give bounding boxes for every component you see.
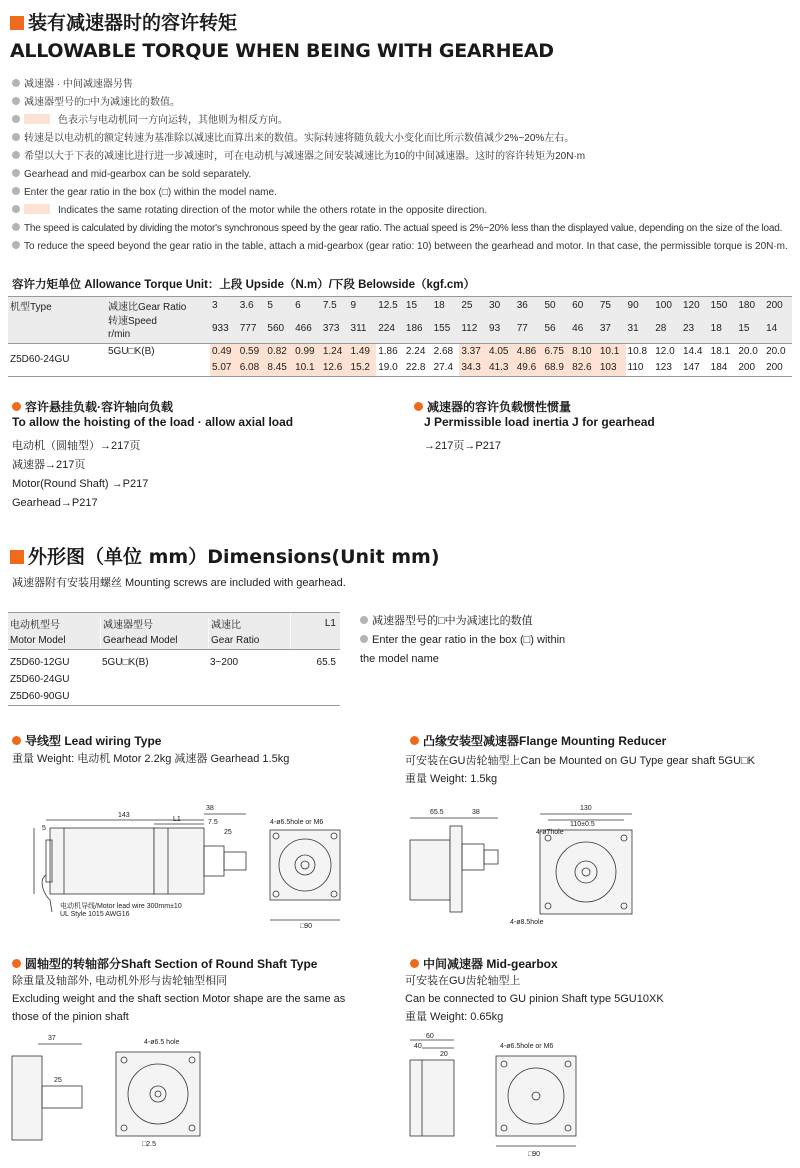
inertia-section-title: 减速器的容许负载惯性惯量 [414, 398, 571, 415]
mid-gearbox-line: 可安装在GU齿轮轴型上 [405, 975, 521, 987]
same-direction-swatch [24, 114, 50, 124]
torque-upper-row [8, 344, 792, 360]
speed-cell: 15 [738, 322, 750, 334]
orange-dot-icon [12, 736, 21, 745]
ratio-cell: 200 [766, 299, 783, 311]
torque-kgf-cell: 184 [710, 362, 728, 373]
dim-label: 38 [472, 809, 480, 816]
dim-label: 25 [224, 829, 232, 836]
speed-cell: 14 [766, 322, 778, 334]
torque-nm-cell: 6.75 [542, 344, 570, 360]
dim-label: 25 [54, 1077, 62, 1084]
bullet-icon [12, 151, 20, 159]
torque-nm-cell: 3.37 [459, 344, 487, 360]
torque-table-caption: 容许力矩单位 Allowance Torque Unit：上段 Upside（N.m）/下段 Belowside（kgf.cm） [12, 279, 476, 291]
torque-kgf-cell: 22.8 [405, 362, 426, 373]
l1-value: 65.5 [316, 657, 336, 668]
motor-model: Z5D60-90GU [10, 691, 70, 702]
ratio-cell: 7.5 [322, 299, 337, 311]
torque-nm-cell: 1.86 [378, 346, 398, 358]
flange-drawing [400, 800, 790, 930]
note-item: Enter the gear ratio in the box (□) within the model name. [12, 184, 792, 202]
lead-wiring-title: 导线型 Lead wiring Type [12, 732, 161, 749]
dim-label: 7.5 [208, 819, 218, 826]
ratio-cell: 120 [682, 299, 700, 311]
torque-nm-cell: 8.10 [570, 344, 598, 360]
speed-row [8, 313, 792, 344]
bullet-icon [12, 79, 20, 87]
orange-square-icon [10, 550, 24, 564]
torque-nm-cell: 0.99 [293, 344, 321, 360]
lead-wiring-weight: 重量 Weight: 电动机 Motor 2.2kg 减速器 Gearhead 1.5kg [12, 753, 290, 765]
dimension-table-header [8, 612, 340, 650]
lead-wiring-drawing [8, 800, 388, 930]
ratio-header: 减速比Gear Ratio [108, 301, 187, 313]
col-ratio-en: Gear Ratio [211, 635, 260, 646]
speed-cell: 23 [682, 322, 695, 334]
ratio-row [8, 297, 792, 313]
speed-cell: 56 [544, 322, 556, 334]
torque-nm-cell: 0.49 [210, 344, 238, 360]
torque-kgf-cell: 15.2 [349, 360, 377, 376]
torque-kgf-cell: 5.07 [210, 360, 238, 376]
col-gearhead-cn: 减速器型号 [103, 620, 153, 631]
round-shaft-text [12, 972, 345, 1026]
dim-label: □2.5 [142, 1141, 156, 1148]
mid-gearbox-text [405, 972, 664, 1026]
speed-cell: 18 [710, 322, 722, 334]
torque-kgf-cell: 10.1 [293, 360, 321, 376]
ref-line: 减速器→217页 [12, 459, 86, 471]
torque-kgf-cell: 123 [655, 362, 672, 373]
bullet-icon [12, 169, 20, 177]
dim-label: UL Style 1015 AWG16 [60, 911, 130, 918]
ratio-cell: 180 [738, 299, 756, 311]
mid-gearbox-title: 中间减速器 Mid-gearbox [410, 955, 558, 972]
note-item: The speed is calculated by dividing the motor's synchronous speed by the gear ratio. The actual speed is 2%~20% less than the displayed value, depending on the size of the load. [12, 220, 792, 238]
ratio-cell: 5 [267, 299, 273, 311]
note-item: 色表示与电动机同一方向运转，其他则为相反方向。 [12, 112, 792, 130]
bullet-icon [12, 115, 20, 123]
ratio-cell: 60 [572, 299, 584, 311]
title-cn: 装有减速器时的容许转矩 [10, 8, 237, 35]
torque-nm-cell: 12.0 [655, 346, 675, 358]
ratio-cell: 3 [212, 299, 218, 311]
torque-kgf-cell: 147 [682, 362, 700, 373]
speed-cell: 31 [627, 322, 639, 334]
speed-cell: 777 [239, 322, 257, 334]
torque-nm-cell: 1.24 [321, 344, 349, 360]
ratio-cell: 15 [405, 299, 418, 311]
speed-cell: 77 [516, 322, 528, 334]
flange-weight: 重量 Weight: 1.5kg [405, 773, 498, 785]
dim-label: 4-ø6.5 hole [144, 1039, 180, 1046]
dim-label: □90 [528, 1151, 541, 1158]
torque-nm-cell: 0.59 [238, 344, 266, 360]
note-item: 转速是以电动机的额定转速为基准除以减速比而算出来的数值。实际转速将随负载大小变化而比所示数值减少2%~20%左右。 [12, 130, 792, 148]
orange-dot-icon [12, 402, 21, 411]
torque-nm-cell: 1.49 [349, 344, 377, 360]
torque-kgf-cell: 49.6 [515, 360, 543, 376]
speed-cell: 112 [461, 322, 478, 334]
ratio-cell: 75 [599, 299, 611, 311]
dim-label: 130 [580, 805, 592, 812]
dim-label: 65.5 [430, 809, 444, 816]
ref-line: Gearhead→P217 [12, 497, 98, 509]
torque-kgf-cell: 27.4 [433, 362, 454, 373]
ratio-cell: 6 [295, 299, 301, 311]
bullet-icon [12, 223, 20, 231]
round-shaft-line: those of the pinion shaft [12, 1011, 129, 1023]
ratio-cell: 25 [461, 299, 473, 311]
dimension-table-body [8, 650, 340, 706]
mid-gearbox-drawing [400, 1030, 790, 1160]
dim-label: 60 [426, 1033, 434, 1040]
orange-dot-icon [410, 959, 419, 968]
ratio-cell: 3.6 [239, 299, 254, 311]
ref-line: Motor(Round Shaft) →P217 [12, 478, 149, 490]
title-en: ALLOWABLE TORQUE WHEN BEING WITH GEARHEAD [10, 40, 554, 62]
torque-nm-cell: 18.1 [710, 346, 731, 358]
load-section-title: 容许悬挂负载·容许轴向负载 [12, 398, 173, 415]
orange-square-icon [10, 16, 24, 30]
col-ratio-cn: 减速比 [211, 620, 241, 631]
dim-label: 5 [42, 825, 46, 832]
ratio-cell: 12.5 [378, 299, 398, 311]
dim-label: 110±0.5 [570, 821, 595, 828]
ratio-cell: 100 [655, 299, 672, 311]
dim-label: 4-ø6.5hole or M6 [500, 1043, 554, 1050]
torque-nm-cell: 2.68 [433, 346, 454, 358]
motor-model: Z5D60-12GU [10, 657, 70, 668]
empty-cell [8, 313, 106, 344]
round-shaft-line: 除重量及轴部外, 电动机外形与齿轮轴型相同 [12, 975, 228, 987]
gear-ratio: 3~200 [210, 657, 239, 668]
torque-kgf-cell: 8.45 [265, 360, 293, 376]
torque-nm-cell: 20.0 [738, 346, 758, 358]
torque-nm-cell: 4.05 [487, 344, 515, 360]
ratio-cell: 30 [489, 299, 501, 311]
load-section-subtitle: To allow the hoisting of the load · allow axial load [12, 415, 294, 429]
torque-kgf-cell: 19.0 [378, 362, 398, 373]
torque-nm-cell: 4.86 [515, 344, 543, 360]
dim-label: 4-ø8.5hole [510, 919, 544, 926]
torque-nm-cell: 0.82 [265, 344, 293, 360]
flange-title: 凸缘安装型减速器Flange Mounting Reducer [410, 732, 666, 749]
speed-cell: 93 [489, 322, 501, 334]
torque-kgf-cell: 110 [627, 362, 644, 373]
torque-kgf-cell: 34.3 [459, 360, 487, 376]
orange-dot-icon [414, 402, 423, 411]
bullet-icon [360, 635, 368, 643]
speed-cell: 466 [295, 322, 312, 334]
torque-kgf-cell: 200 [766, 362, 783, 373]
speed-cell: 373 [322, 322, 340, 334]
gearhead-model: 5GU□K(B) [102, 657, 149, 668]
ratio-cell: 36 [516, 299, 528, 311]
dimension-table-wrap [8, 612, 340, 706]
note-item: Gearhead and mid-gearbox can be sold separately. [12, 166, 792, 184]
torque-nm-cell: 20.0 [766, 346, 786, 358]
dimensions-title: 外形图（单位 mm）Dimensions(Unit mm) [10, 542, 440, 569]
dim-label: □90 [300, 923, 313, 930]
torque-nm-cell: 2.24 [405, 346, 426, 358]
round-shaft-title: 圆轴型的转轴部分Shaft Section of Round Shaft Type [12, 955, 317, 972]
flange-line1: 可安装在GU齿轮轴型上Can be Mounted on GU Type gear shaft 5GU□K [405, 755, 756, 767]
col-motor-cn: 电动机型号 [10, 620, 60, 631]
speed-cell: 155 [433, 322, 451, 334]
note-item: 减速器 · 中间减速器另售 [12, 76, 792, 94]
ratio-cell: 150 [710, 299, 728, 311]
ratio-cell: 18 [433, 299, 445, 311]
speed-cell: 560 [267, 322, 285, 334]
dim-label: L1 [173, 816, 181, 823]
empty-cell [106, 360, 210, 376]
speed-cell: 28 [655, 322, 667, 334]
ratio-cell: 50 [544, 299, 556, 311]
note-item: 减速器型号的□中为减速比的数值。 [12, 94, 792, 112]
torque-kgf-cell: 41.3 [487, 360, 515, 376]
round-shaft-drawing [8, 1030, 388, 1160]
col-gearhead-en: Gearhead Model [103, 635, 178, 646]
orange-dot-icon [12, 959, 21, 968]
speed-cell: 933 [212, 322, 229, 334]
torque-kgf-cell: 200 [738, 362, 756, 373]
speed-header: 转速Speed r/min [108, 316, 157, 340]
torque-kgf-cell: 82.6 [570, 360, 598, 376]
dimensions-note: 减速器附有安装用螺丝 Mounting screws are included with gearhead. [12, 577, 346, 589]
dim-label: 40 [414, 1043, 422, 1050]
dimension-side-notes: 减速器型号的□中为减速比的数值 Enter the gear ratio in the box (□) within the model name [360, 612, 565, 669]
speed-cell: 186 [405, 322, 423, 334]
col-motor-en: Motor Model [10, 635, 66, 646]
bullet-icon [12, 187, 20, 195]
speed-cell: 46 [572, 322, 584, 334]
load-section-lines [12, 437, 148, 513]
torque-nm-cell: 10.1 [598, 344, 626, 360]
side-note-line: the model name [360, 653, 439, 665]
torque-kgf-cell: 68.9 [542, 360, 570, 376]
bullet-icon [12, 133, 20, 141]
same-direction-swatch [24, 204, 50, 214]
ratio-cell: 9 [350, 299, 357, 311]
motor-model: Z5D60-24GU [10, 674, 70, 685]
mid-gearbox-weight: 重量 Weight: 0.65kg [405, 1011, 504, 1023]
ratio-cell: 90 [627, 299, 639, 311]
note-item: Indicates the same rotating direction of the motor while the others rotate in the opposite direction. [12, 202, 792, 220]
torque-kgf-cell: 12.6 [321, 360, 349, 376]
model-header: 机型Type [10, 301, 52, 313]
speed-cell: 311 [350, 322, 367, 334]
col-l1: L1 [324, 618, 336, 629]
torque-nm-cell: 14.4 [682, 346, 703, 358]
mid-gearbox-line: Can be connected to GU pinion Shaft type 5GU10XK [405, 993, 664, 1005]
dim-label: 38 [206, 805, 214, 812]
torque-kgf-cell: 6.08 [238, 360, 266, 376]
inertia-section-subtitle: J Permissible load inertia J for gearhead [424, 415, 655, 429]
note-item: 希望以大于下表的减速比进行进一步减速时，可在电动机与减速器之间安装减速比为10的中间减速器。这时的容许转矩为20N·m [12, 148, 792, 166]
bullet-icon [12, 241, 20, 249]
speed-cell: 37 [599, 322, 611, 334]
torque-table [8, 297, 792, 376]
note-item: To reduce the speed beyond the gear ratio in the table, attach a mid-gearbox (gear ratio: 10) between the gearhead and motor. In that case, the permissible torque is 20N·m. [12, 238, 792, 256]
dim-label: 4-ø6.5hole or M6 [270, 819, 324, 826]
bullet-icon [360, 616, 368, 624]
round-shaft-line: Excluding weight and the shaft section Motor shape are the same as [12, 993, 346, 1005]
torque-lower-row [8, 360, 792, 376]
dim-label: 电动机导线/Motor lead wire 300mm±10 [60, 903, 182, 910]
torque-table-wrap [8, 296, 792, 377]
torque-nm-cell: 10.8 [627, 346, 648, 358]
gear-model-cell: 5GU□K(B) [108, 346, 155, 358]
inertia-section-line: →217页→P217 [424, 440, 502, 452]
notes-list [12, 76, 792, 256]
bullet-icon [12, 97, 20, 105]
bullet-icon [12, 205, 20, 213]
dim-label: 4-ø7hole [536, 829, 564, 836]
dim-label: 20 [440, 1051, 448, 1058]
model-cell: Z5D60-24GU [10, 354, 70, 366]
speed-cell: 224 [378, 322, 395, 334]
torque-kgf-cell: 103 [598, 360, 626, 376]
orange-dot-icon [410, 736, 419, 745]
dim-label: 143 [118, 812, 130, 819]
dim-label: 37 [48, 1035, 56, 1042]
ref-line: 电动机（圆轴型）→217页 [12, 440, 141, 452]
